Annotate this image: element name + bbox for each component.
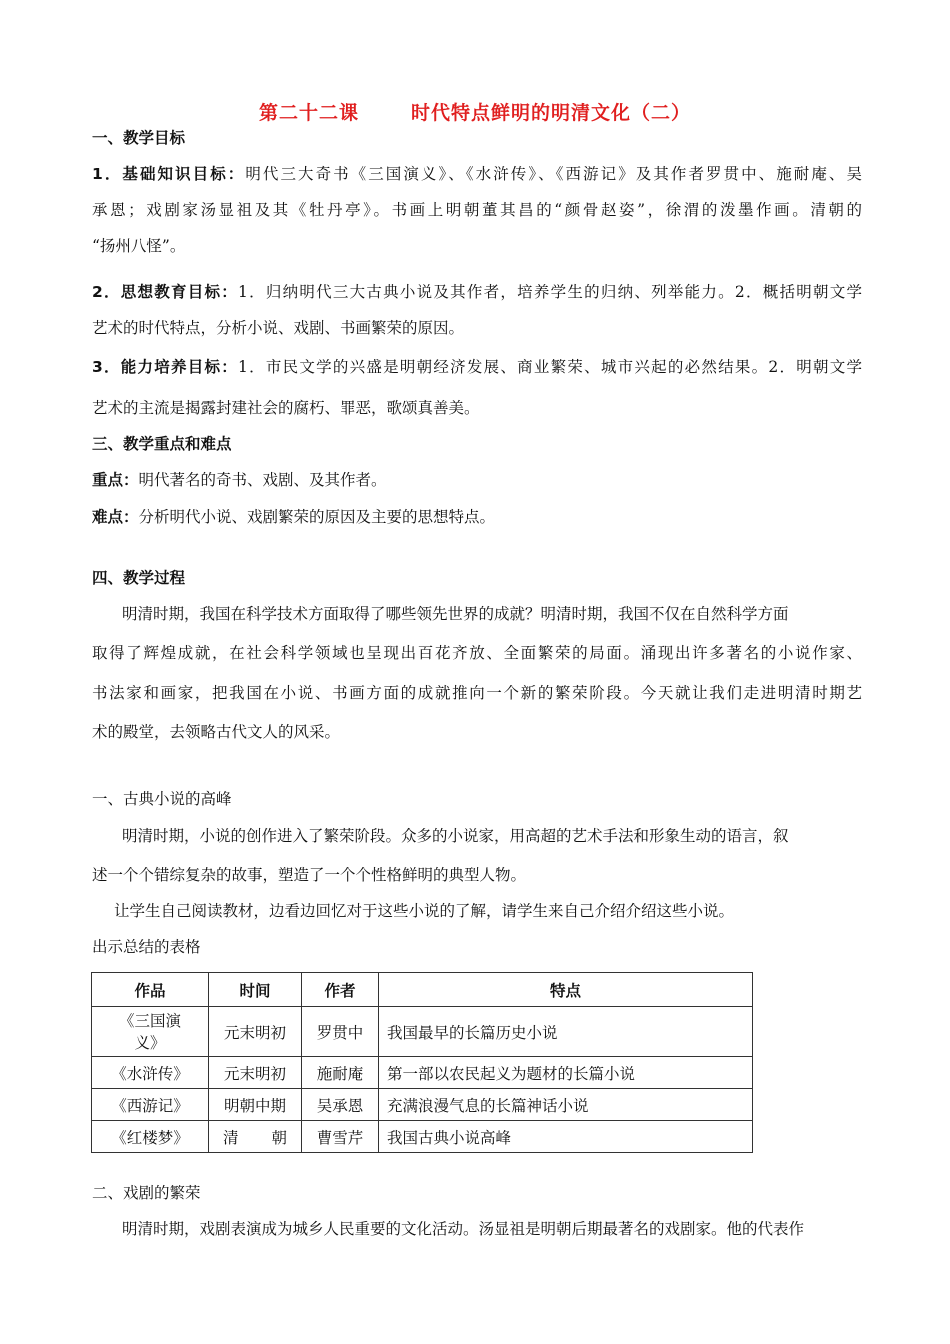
- goal1-line2: 承恩；戏剧家汤显祖及其《牡丹亭》。书画上明朝董其昌的“颜骨赵姿”，徐渭的泼墨作画。清朝的: [92, 201, 862, 219]
- difficult-label: 难点：: [92, 508, 139, 526]
- novels-summary-table: [91, 972, 753, 1153]
- table-row: [92, 1089, 753, 1121]
- part1-para2: 让学生自己阅读教材，边看边回忆对于这些小说的了解，请学生来自己介绍介绍这些小说。: [114, 902, 735, 920]
- table-row: [92, 1057, 753, 1089]
- goal2-label: 2．思想教育目标：: [92, 283, 239, 301]
- lesson-number: 第二十二课: [258, 102, 359, 124]
- table-cell-feature: 充满浪漫气息的长篇神话小说: [379, 1089, 753, 1121]
- table-cell-work: 《三国演 义》: [92, 1007, 209, 1057]
- table-cell-time: 明朝中期: [209, 1089, 302, 1121]
- goal1-line3: “扬州八怪”。: [92, 237, 186, 255]
- intro-line4: 术的殿堂，去领略古代文人的风采。: [92, 723, 341, 741]
- table-header: 时间: [209, 973, 302, 1007]
- intro-line1: 明清时期，我国在科学技术方面取得了哪些领先世界的成就？明清时期，我国不仅在自然科学方面: [122, 605, 789, 623]
- table-cell-feature: 第一部以农民起义为题材的长篇小说: [379, 1057, 753, 1089]
- table-header: 作品: [92, 973, 209, 1007]
- goal2-line1: 2．思想教育目标：1．归纳明代三大古典小说及其作者，培养学生的归纳、列举能力。2．概括明朝文学: [92, 283, 862, 301]
- goal1-line1: 1．基础知识目标：明代三大奇书《三国演义》、《水浒传》、《西游记》及其作者罗贯中、施耐庵、吴: [92, 165, 862, 183]
- table-header-row: [92, 973, 753, 1007]
- table-row: [92, 1007, 753, 1057]
- key-point: 重点：明代著名的奇书、戏剧、及其作者。: [92, 471, 387, 489]
- table-cell-time: 元末明初: [209, 1007, 302, 1057]
- table-cell-work: 《水浒传》: [92, 1057, 209, 1089]
- difficult-point: 难点：分析明代小说、戏剧繁荣的原因及主要的思想特点。: [92, 508, 496, 526]
- goal3-line1: 3．能力培养目标：1．市民文学的兴盛是明朝经济发展、商业繁荣、城市兴起的必然结果。2．明朝文学: [92, 358, 862, 376]
- intro-line3: 书法家和画家，把我国在小说、书画方面的成就推向一个新的繁荣阶段。今天就让我们走进明清时期艺: [92, 684, 862, 702]
- section-heading-key-points: 三、教学重点和难点: [92, 435, 232, 453]
- table-cell-work: 《西游记》: [92, 1089, 209, 1121]
- table-cell-author: 曹雪芹: [302, 1121, 379, 1153]
- table-row: [92, 1121, 753, 1153]
- goal3-label: 3．能力培养目标：: [92, 358, 239, 376]
- table-header: 作者: [302, 973, 379, 1007]
- table-cell-time: 清 朝: [209, 1121, 302, 1153]
- part2-para1-line1: 明清时期，戏剧表演成为城乡人民重要的文化活动。汤显祖是明朝后期最著名的戏剧家。他的代表作: [122, 1220, 805, 1238]
- lesson-topic: 时代特点鲜明的明清文化（二）: [411, 102, 692, 124]
- table-header: 特点: [379, 973, 753, 1007]
- table-cell-work: 《红楼梦》: [92, 1121, 209, 1153]
- table-cell-author: 吴承恩: [302, 1089, 379, 1121]
- part2-heading: 二、戏剧的繁荣: [92, 1184, 201, 1202]
- lesson-title: [0, 98, 950, 125]
- table-caption: 出示总结的表格: [92, 938, 201, 956]
- table-cell-time: 元末明初: [209, 1057, 302, 1089]
- section-heading-goals: 一、教学目标: [92, 129, 186, 147]
- intro-line2: 取得了辉煌成就，在社会科学领域也呈现出百花齐放、全面繁荣的局面。涌现出许多著名的小说作家、: [92, 644, 862, 662]
- table-cell-author: 施耐庵: [302, 1057, 379, 1089]
- table-cell-author: 罗贯中: [302, 1007, 379, 1057]
- goal2-line2: 艺术的时代特点，分析小说、戏剧、书画繁荣的原因。: [92, 319, 465, 337]
- part1-para1-line1: 明清时期，小说的创作进入了繁荣阶段。众多的小说家，用高超的艺术手法和形象生动的语言，叙: [122, 827, 789, 845]
- table-cell-feature: 我国最早的长篇历史小说: [379, 1007, 753, 1057]
- part1-para1-line2: 述一个个错综复杂的故事，塑造了一个个性格鲜明的典型人物。: [92, 866, 527, 884]
- key-label: 重点：: [92, 471, 139, 489]
- goal3-line2: 艺术的主流是揭露封建社会的腐朽、罪恶，歌颂真善美。: [92, 399, 480, 417]
- section-heading-process: 四、教学过程: [92, 569, 186, 587]
- goal1-label: 1．基础知识目标：: [92, 165, 246, 183]
- part1-heading: 一、古典小说的高峰: [92, 790, 232, 808]
- table-cell-feature: 我国古典小说高峰: [379, 1121, 753, 1153]
